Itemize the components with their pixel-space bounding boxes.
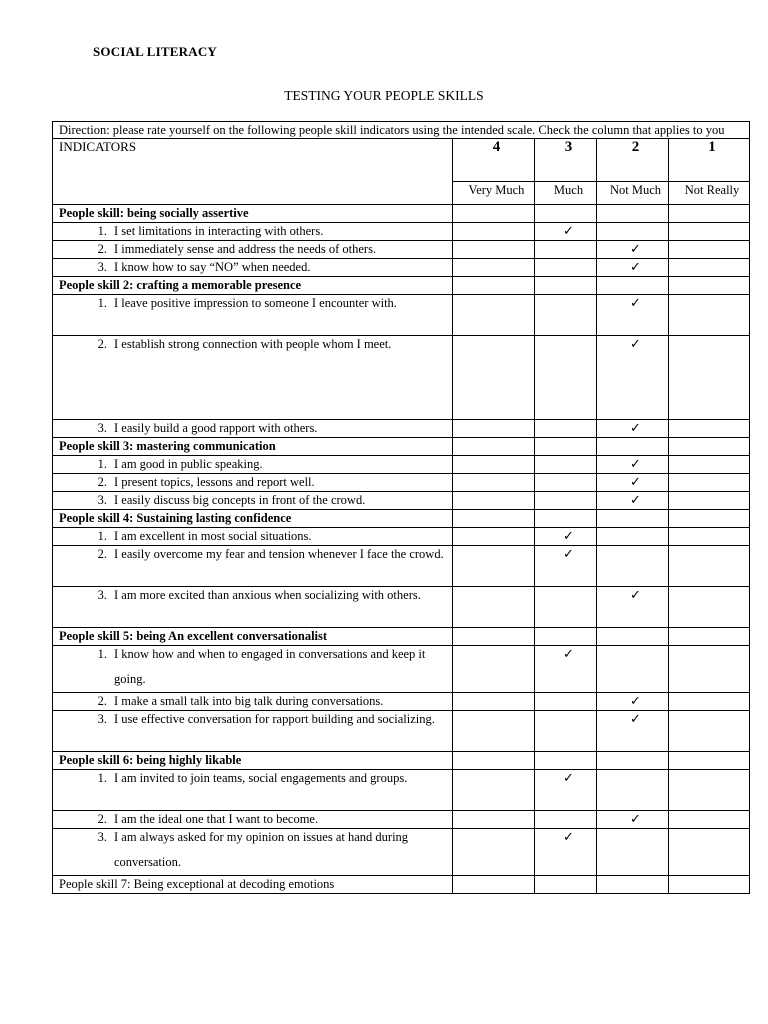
rating-cell-very-much[interactable] [453,528,535,546]
indicator-cell [53,456,453,474]
rating-cell-very-much[interactable] [453,241,535,259]
section-title: People skill 2: crafting a memorable presence [53,277,453,295]
indicator-number: 3. [97,260,107,274]
section-empty-cell [669,876,750,894]
rating-cell-much[interactable] [535,420,597,438]
rating-cell-very-much[interactable] [453,811,535,829]
section-empty-cell [535,438,597,456]
section-empty-cell [535,205,597,223]
section-empty-cell [453,752,535,770]
rating-cell-very-much[interactable] [453,456,535,474]
rating-cell-much[interactable] [535,770,597,811]
indicator-cell [53,420,453,438]
rating-cell-not-really[interactable] [669,492,750,510]
rating-cell-very-much[interactable] [453,587,535,628]
section-empty-cell [453,628,535,646]
scale-number-2: 2 [597,139,669,182]
table-row [53,546,750,587]
check-mark-icon: ✓ [563,829,574,844]
rating-cell-not-much[interactable] [597,474,669,492]
check-mark-icon: ✓ [630,693,641,708]
section-empty-cell [669,205,750,223]
section-empty-cell [597,628,669,646]
indicator-wrap [59,646,452,692]
rating-cell-much[interactable] [535,259,597,277]
indicator-text: I am the ideal one that I want to become. [114,812,319,826]
rating-cell-not-much[interactable] [597,528,669,546]
check-mark-icon: ✓ [630,711,641,726]
scale-label-much: Much [535,182,597,205]
rating-cell-not-really[interactable] [669,587,750,628]
table-row [53,646,750,693]
check-mark-icon: ✓ [630,474,641,489]
rating-cell-not-much[interactable] [597,770,669,811]
table-row [53,295,750,336]
rating-cell-not-really[interactable] [669,546,750,587]
rating-cell-not-much[interactable] [597,811,669,829]
indicator-wrap [59,456,452,472]
rating-cell-not-much[interactable] [597,241,669,259]
rating-cell-very-much[interactable] [453,259,535,277]
table-row [53,492,750,510]
indicator-wrap [59,492,452,508]
check-mark-icon: ✓ [630,259,641,274]
section-row [53,438,750,456]
indicator-number: 1. [97,224,107,238]
rating-cell-not-really[interactable] [669,241,750,259]
section-empty-cell [535,752,597,770]
section-empty-cell [597,876,669,894]
scale-label-not-much: Not Much [597,182,669,205]
indicator-cell [53,295,453,336]
indicator-text: I immediately sense and address the needs of others. [114,242,377,256]
section-title: People skill 6: being highly likable [53,752,453,770]
rating-cell-very-much[interactable] [453,223,535,241]
table-row [53,241,750,259]
check-mark-icon: ✓ [630,811,641,826]
indicator-text: I am good in public speaking. [114,457,263,471]
rating-cell-very-much[interactable] [453,546,535,587]
indicator-text: I know how and when to engaged in conversations and keep it going. [114,647,426,686]
rating-cell-much[interactable] [535,811,597,829]
rating-cell-not-really[interactable] [669,711,750,752]
check-mark-icon: ✓ [630,587,641,602]
scale-number-4: 4 [453,139,535,182]
indicator-cell [53,546,453,587]
check-mark-icon: ✓ [630,456,641,471]
section-empty-cell [669,752,750,770]
indicator-number: 3. [97,588,107,602]
indicator-wrap [59,711,452,732]
rating-cell-much[interactable] [535,474,597,492]
document-header: SOCIAL LITERACY [93,44,218,59]
indicator-wrap [59,336,452,357]
indicator-text: I am always asked for my opinion on issues at hand during conversation. [114,830,409,869]
check-mark-icon: ✓ [630,420,641,435]
indicator-text: I leave positive impression to someone I encounter with. [114,296,397,310]
rating-cell-not-really[interactable] [669,646,750,693]
indicator-number: 1. [97,529,107,543]
indicator-cell [53,770,453,811]
rating-cell-not-really[interactable] [669,770,750,811]
rating-cell-very-much[interactable] [453,474,535,492]
table-row [53,336,750,420]
indicator-wrap [59,587,452,608]
table-row [53,770,750,811]
rating-cell-not-much[interactable] [597,829,669,876]
rating-cell-not-much[interactable] [597,646,669,693]
rating-cell-very-much[interactable] [453,646,535,693]
rating-cell-not-much[interactable] [597,259,669,277]
rating-cell-not-really[interactable] [669,259,750,277]
rating-cell-much[interactable] [535,546,597,587]
rating-cell-much[interactable] [535,456,597,474]
indicator-text: I easily build a good rapport with others. [114,421,318,435]
indicator-number: 3. [97,421,107,435]
indicator-text: I easily discuss big concepts in front of the crowd. [114,493,366,507]
indicator-wrap [59,546,452,567]
section-empty-cell [453,205,535,223]
section-empty-cell [535,628,597,646]
rating-cell-not-really[interactable] [669,693,750,711]
indicator-number: 3. [97,493,107,507]
table-row [53,420,750,438]
rating-cell-not-much[interactable] [597,711,669,752]
indicator-number: 2. [97,694,107,708]
indicator-text: I establish strong connection with people whom I meet. [114,337,392,351]
indicator-cell [53,241,453,259]
rating-cell-much[interactable] [535,528,597,546]
rating-cell-not-much[interactable] [597,336,669,420]
check-mark-icon: ✓ [563,546,574,561]
table-row [53,456,750,474]
section-title: People skill 3: mastering communication [53,438,453,456]
rating-cell-very-much[interactable] [453,829,535,876]
rating-cell-not-really[interactable] [669,811,750,829]
scale-label-not-really: Not Really [669,182,750,205]
indicator-wrap [59,295,452,316]
indicator-cell [53,646,453,693]
check-mark-icon: ✓ [563,646,574,661]
indicator-cell [53,259,453,277]
indicator-wrap [59,474,452,490]
rating-cell-not-much[interactable] [597,420,669,438]
indicator-cell [53,829,453,876]
indicator-cell [53,711,453,752]
rating-cell-very-much[interactable] [453,420,535,438]
rating-cell-much[interactable] [535,693,597,711]
indicator-wrap [59,420,452,436]
check-mark-icon: ✓ [563,528,574,543]
rating-cell-much[interactable] [535,492,597,510]
rating-cell-not-really[interactable] [669,456,750,474]
section-empty-cell [453,277,535,295]
indicator-number: 2. [97,812,107,826]
section-row [53,205,750,223]
scale-label-very-much: Very Much [453,182,535,205]
section-empty-cell [535,876,597,894]
section-empty-cell [669,438,750,456]
indicator-text: I use effective conversation for rapport building and socializing. [114,712,435,726]
section-row [53,876,750,894]
indicator-cell [53,474,453,492]
section-empty-cell [597,510,669,528]
rating-cell-not-much[interactable] [597,587,669,628]
rating-cell-not-much[interactable] [597,492,669,510]
table-row [53,587,750,628]
indicator-wrap [59,241,452,257]
document-title: TESTING YOUR PEOPLE SKILLS [284,88,484,103]
indicator-number: 2. [97,337,107,351]
rating-cell-very-much[interactable] [453,492,535,510]
section-empty-cell [597,277,669,295]
rating-cell-much[interactable] [535,711,597,752]
rating-cell-very-much[interactable] [453,693,535,711]
table-row [53,223,750,241]
rating-cell-very-much[interactable] [453,711,535,752]
check-mark-icon: ✓ [630,492,641,507]
rating-cell-very-much[interactable] [453,770,535,811]
section-title: People skill: being socially assertive [53,205,453,223]
section-empty-cell [669,628,750,646]
section-title: People skill 7: Being exceptional at decoding emotions [53,876,453,894]
rating-cell-not-much[interactable] [597,693,669,711]
check-mark-icon: ✓ [630,336,641,351]
section-empty-cell [453,876,535,894]
indicator-number: 2. [97,547,107,561]
indicator-number: 1. [97,771,107,785]
check-mark-icon: ✓ [563,223,574,238]
section-empty-cell [597,438,669,456]
direction-text: Direction: please rate yourself on the following people skill indicators using the intended scale. Check the column that applies to you [53,122,750,139]
section-empty-cell [669,510,750,528]
section-empty-cell [453,510,535,528]
indicator-number: 2. [97,242,107,256]
indicator-text: I am more excited than anxious when socializing with others. [114,588,421,602]
rating-cell-much[interactable] [535,336,597,420]
indicator-number: 3. [97,712,107,726]
indicator-wrap [59,223,452,239]
indicator-text: I present topics, lessons and report well. [114,475,315,489]
rating-cell-not-really[interactable] [669,474,750,492]
rating-cell-much[interactable] [535,829,597,876]
indicator-cell [53,587,453,628]
table-row [53,829,750,876]
check-mark-icon: ✓ [630,241,641,256]
rating-cell-very-much[interactable] [453,336,535,420]
section-title: People skill 5: being An excellent conversationalist [53,628,453,646]
indicator-number: 1. [97,296,107,310]
indicator-text: I am excellent in most social situations. [114,529,312,543]
check-mark-icon: ✓ [563,770,574,785]
rating-cell-much[interactable] [535,223,597,241]
section-empty-cell [597,205,669,223]
indicator-cell [53,492,453,510]
rating-cell-not-much[interactable] [597,223,669,241]
indicator-wrap [59,770,452,791]
indicator-cell [53,223,453,241]
table-row [53,711,750,752]
table-row [53,259,750,277]
rating-cell-not-much[interactable] [597,546,669,587]
people-skills-table [52,121,750,894]
indicator-number: 1. [97,457,107,471]
indicator-text: I know how to say “NO” when needed. [114,260,311,274]
rating-cell-not-really[interactable] [669,528,750,546]
rating-cell-not-really[interactable] [669,223,750,241]
indicator-text: I am invited to join teams, social engagements and groups. [114,771,408,785]
scale-number-3: 3 [535,139,597,182]
check-mark-icon: ✓ [630,295,641,310]
rating-cell-not-really[interactable] [669,829,750,876]
rating-cell-much[interactable] [535,241,597,259]
indicator-number: 1. [97,647,107,661]
section-row [53,510,750,528]
rating-cell-much[interactable] [535,587,597,628]
table-row [53,474,750,492]
scale-number-1: 1 [669,139,750,182]
indicator-cell [53,336,453,420]
indicator-text: I set limitations in interacting with others. [114,224,324,238]
rating-cell-much[interactable] [535,295,597,336]
rating-cell-not-really[interactable] [669,336,750,420]
section-empty-cell [453,438,535,456]
rating-cell-not-much[interactable] [597,295,669,336]
indicator-number: 2. [97,475,107,489]
rating-cell-not-much[interactable] [597,456,669,474]
rating-cell-very-much[interactable] [453,295,535,336]
indicator-wrap [59,259,452,275]
section-empty-cell [597,752,669,770]
indicator-number: 3. [97,830,107,844]
section-empty-cell [669,277,750,295]
rating-cell-much[interactable] [535,646,597,693]
section-title: People skill 4: Sustaining lasting confidence [53,510,453,528]
indicator-wrap [59,829,452,875]
section-empty-cell [535,510,597,528]
indicator-text: I easily overcome my fear and tension whenever I face the crowd. [114,547,444,561]
indicator-text: I make a small talk into big talk during conversations. [114,694,384,708]
rating-cell-not-really[interactable] [669,295,750,336]
indicators-header: INDICATORS [53,139,453,205]
section-empty-cell [535,277,597,295]
rating-cell-not-really[interactable] [669,420,750,438]
